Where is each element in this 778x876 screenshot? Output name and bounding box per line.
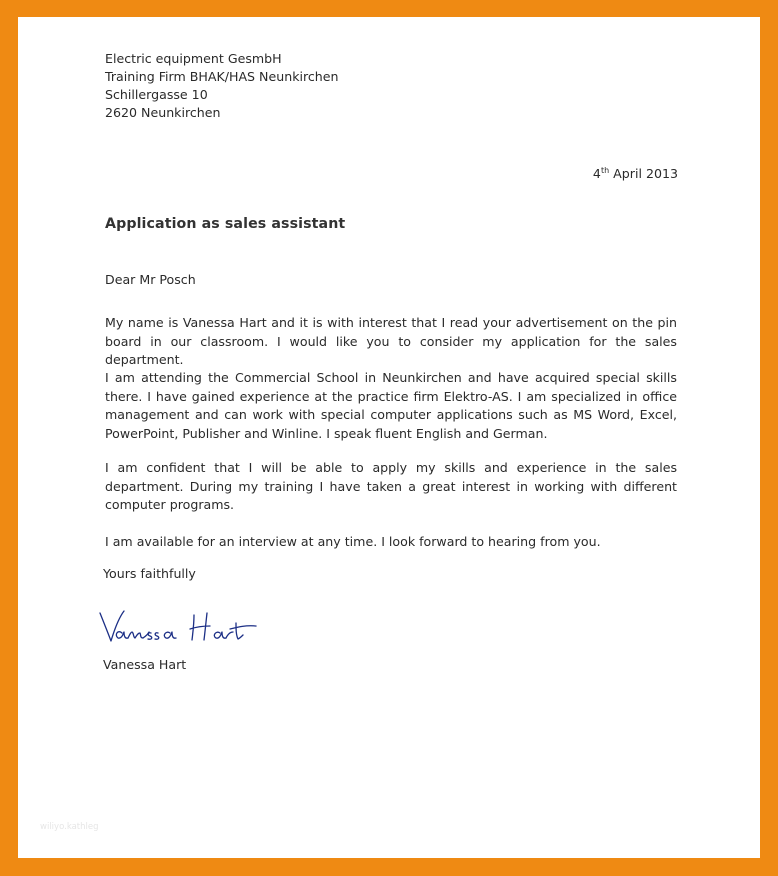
sender-line-street: Schillergasse 10 — [105, 87, 208, 102]
letter-page — [18, 17, 760, 858]
letter-date — [593, 165, 678, 183]
date-month-year: April 2013 — [609, 166, 678, 181]
typed-name: Vanessa Hart — [103, 657, 187, 672]
paragraph-introduction: My name is Vanessa Hart and it is with interest that I read your advertisement on the pin board in our classroom. I would like you to consider my application for the sales department. — [105, 315, 677, 367]
closing: Yours faithfully — [103, 566, 196, 581]
salutation: Dear Mr Posch — [105, 272, 196, 287]
sender-address — [105, 50, 339, 122]
paragraph-availability: I am available for an interview at any time. I look forward to hearing from you. — [105, 534, 601, 549]
date-suffix: th — [600, 165, 610, 175]
handwritten-signature — [96, 605, 266, 649]
sender-line-company: Electric equipment GesmbH — [105, 51, 282, 66]
sender-line-city: 2620 Neunkirchen — [105, 105, 221, 120]
date-day: 4 — [592, 166, 601, 181]
paragraph-confidence: I am confident that I will be able to apply my skills and experience in the sales department. During my training I have taken a great interest in working with different computer programs. — [105, 460, 677, 512]
sender-line-firm: Training Firm BHAK/HAS Neunkirchen — [105, 69, 339, 84]
subject-line: Application as sales assistant — [105, 216, 346, 232]
paragraph-skills: I am attending the Commercial School in Neunkirchen and have acquired special skills there. I have gained experience at the practice firm Elektro-AS. I am specialized in office management and can work with special computer applications such as MS Word, Excel, PowerPoint, Publisher and Winline. I speak fluent English and German. — [105, 370, 677, 441]
watermark: wiliyo.kathleg — [40, 822, 99, 832]
